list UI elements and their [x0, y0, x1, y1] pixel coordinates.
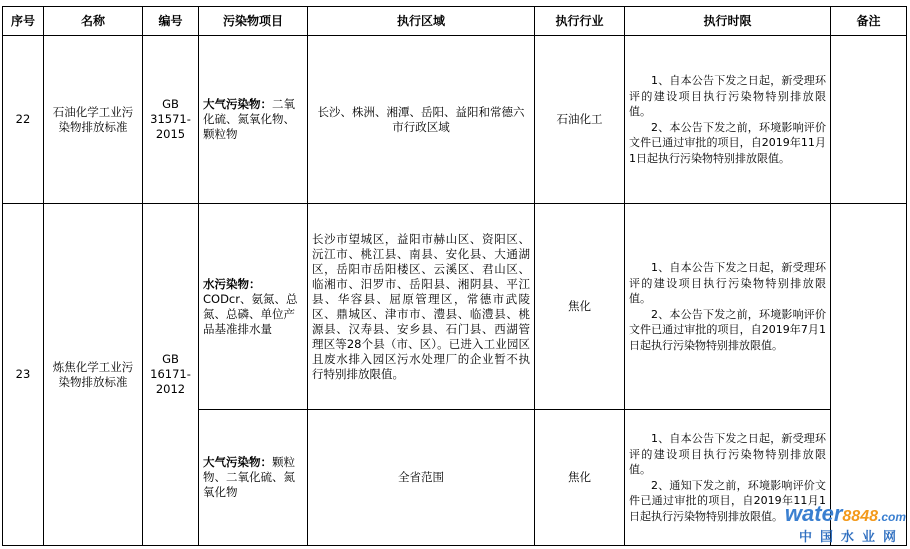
row-time [625, 410, 831, 546]
time-clause-2: 2、本公告下发之前，环境影响评价文件已通过审批的项目，自2019年11月1日起执行污染物特别排放限值。 [629, 120, 826, 165]
header-name: 名称 [44, 7, 143, 36]
pollutant-type: 大气污染物： [203, 455, 272, 469]
header-pollutant: 污染物项目 [199, 7, 308, 36]
time-clause-1: 1、自本公告下发之日起，新受理环评的建设项目执行污染物特别排放限值。 [629, 74, 826, 118]
pollutant-type: 大气污染物： [203, 97, 272, 111]
pollutant-items: 颗粒物、二氧化硫、氮氧化物 [203, 455, 295, 499]
row-time [625, 36, 831, 204]
header-industry: 执行行业 [535, 7, 625, 36]
row-pollutant [199, 410, 308, 546]
row-area: 长沙市望城区，益阳市赫山区、资阳区、沅江市、桃江县、南县、安化县、大通湖区，岳阳市岳阳楼区、云溪区、君山区、临湘市、汨罗市、岳阳县、湘阴县、平江县、华容县、屈原管理区，常德市武陵区、鼎城区、津市市、澧县、临澧县、桃源县、汉寿县、安乡县、石门县、西湖管理区等28个县（市、区）。已进入工业园区且废水排入园区污水处理厂的企业暂不执行特别排放限值。 [308, 204, 535, 410]
row-industry: 焦化 [535, 204, 625, 410]
table-row [3, 36, 907, 204]
row-name: 炼焦化学工业污染物排放标准 [44, 204, 143, 546]
row-seq: 23 [3, 204, 44, 546]
time-clause-2: 2、通知下发之前，环境影响评价文件已通过审批的项目，自2019年11月1日起执行污染物特别排放限值。 [629, 478, 826, 523]
row-note [831, 36, 907, 204]
row-name: 石油化学工业污染物排放标准 [44, 36, 143, 204]
header-seq: 序号 [3, 7, 44, 36]
row-code: GB 16171-2012 [143, 204, 199, 546]
row-note [831, 204, 907, 546]
header-time: 执行时限 [625, 7, 831, 36]
row-pollutant [199, 204, 308, 410]
row-area: 长沙、株洲、湘潭、岳阳、益阳和常德六市行政区域 [308, 36, 535, 204]
header-row [3, 7, 907, 36]
row-area: 全省范围 [308, 410, 535, 546]
pollutant-standards-table [2, 6, 907, 546]
row-pollutant [199, 36, 308, 204]
row-seq: 22 [3, 36, 44, 204]
row-industry: 石油化工 [535, 36, 625, 204]
time-clause-2: 2、本公告下发之前，环境影响评价文件已通过审批的项目，自2019年7月1日起执行污染物特别排放限值。 [629, 307, 826, 352]
header-area: 执行区域 [308, 7, 535, 36]
header-code: 编号 [143, 7, 199, 36]
time-clause-1: 1、自本公告下发之日起，新受理环评的建设项目执行污染物特别排放限值。 [629, 432, 826, 476]
header-note: 备注 [831, 7, 907, 36]
watermark-chinese: 中国水业网 [798, 530, 904, 545]
time-clause-1: 1、自本公告下发之日起，新受理环评的建设项目执行污染物特别排放限值。 [629, 261, 826, 305]
table-row [3, 204, 907, 410]
pollutant-items: CODcr、氨氮、总氮、总磷、单位产品基准排水量 [203, 291, 298, 336]
pollutant-items: 二氧化硫、氮氧化物、颗粒物 [203, 97, 295, 141]
row-time [625, 204, 831, 410]
pollutant-type: 水污染物： [203, 276, 261, 291]
row-code: GB 31571-2015 [143, 36, 199, 204]
watermark-brand: water8848.com [784, 501, 906, 526]
row-industry: 焦化 [535, 410, 625, 546]
